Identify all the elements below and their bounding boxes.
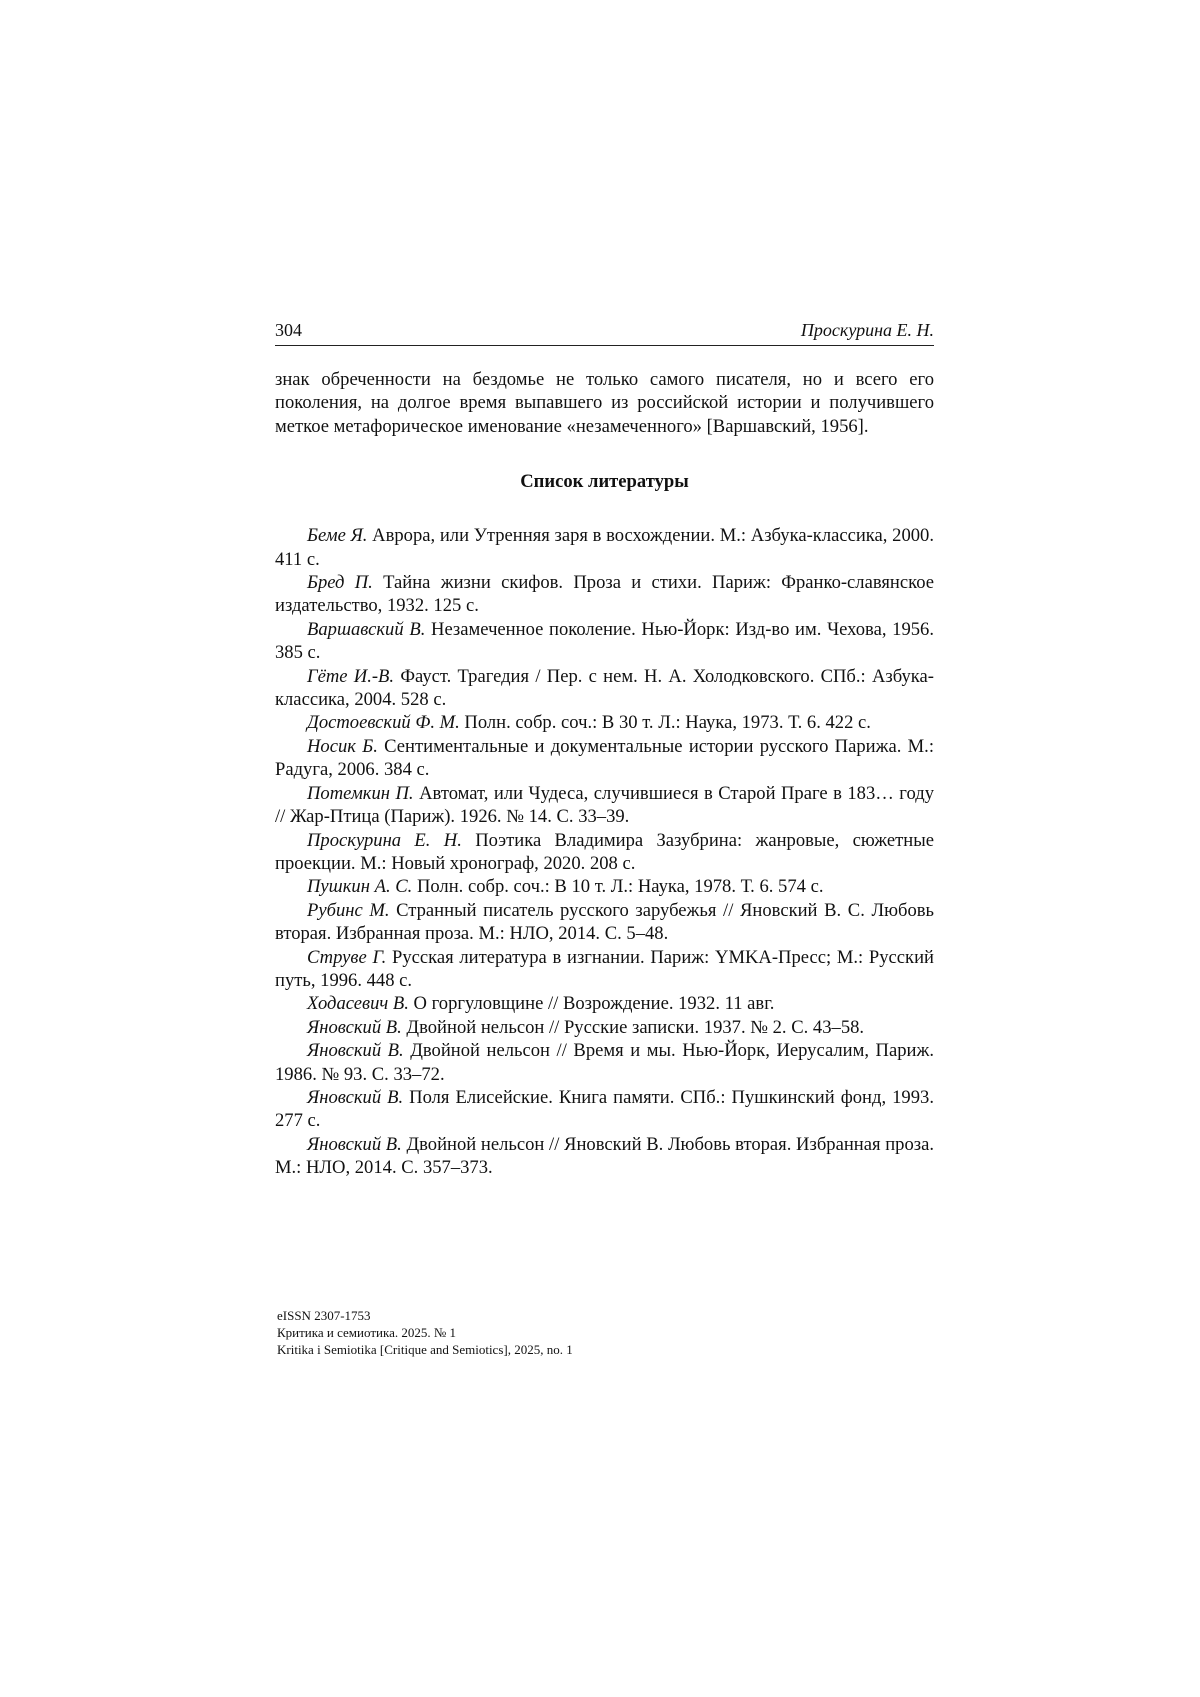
reference-item xyxy=(275,1086,934,1133)
reference-text: Двойной нельсон // Яновский В. Любовь вторая. Избран­ная проза. М.: НЛО, 2014. С. 357–373. xyxy=(275,1134,934,1178)
reference-author: Беме Я. xyxy=(307,525,367,546)
reference-item xyxy=(275,829,934,876)
reference-author: Проскурина Е. Н. xyxy=(307,830,462,851)
reference-author: Варшавский В. xyxy=(307,619,425,640)
footer-issn: eISSN 2307-1753 xyxy=(277,1307,573,1324)
body-paragraph: знак обреченности на бездомье не только самого писателя, но и всего его поколения, на долгое время выпавшего из российской истории и получив­шего меткое метафорическое именование «незамеченного» [Варшавский, 1956]. xyxy=(275,368,934,438)
reference-item xyxy=(275,899,934,946)
reference-text: Двойной нельсон // Русские записки. 1937. № 2. С. 43–58. xyxy=(402,1017,864,1038)
running-author: Проскурина Е. Н. xyxy=(801,318,934,342)
reference-text: Сентиментальные и документальные истории русского Пари­жа. М.: Радуга, 2006. 384 с. xyxy=(275,736,934,780)
reference-text: Полн. собр. соч.: В 10 т. Л.: Наука, 1978. Т. 6. 574 с. xyxy=(412,876,823,897)
reference-text: Фауст. Трагедия / Пер. с нем. Н. А. Холодковского. СПб.: Азбука-классика, 2004. 528 с. xyxy=(275,666,934,710)
reference-item xyxy=(275,1133,934,1180)
page xyxy=(275,318,934,1180)
reference-author: Яновский В. xyxy=(307,1087,403,1108)
reference-author: Яновский В. xyxy=(307,1040,404,1061)
reference-text: Тайна жизни скифов. Проза и стихи. Париж: Франко-славян­ское издательство, 1932. 125 с. xyxy=(275,572,934,616)
reference-author: Струве Г. xyxy=(307,947,386,968)
reference-author: Рубинс М. xyxy=(307,900,390,921)
reference-item xyxy=(275,665,934,712)
reference-text: Аврора, или Утренняя заря в восхождении. М.: Азбука-клас­сика, 2000. 411 с. xyxy=(275,525,934,569)
footer-journal-en: Kritika i Semiotika [Critique and Semiotics], 2025, no. 1 xyxy=(277,1341,573,1358)
reference-item xyxy=(275,571,934,618)
reference-item xyxy=(275,1016,934,1039)
reference-author: Гёте И.-В. xyxy=(307,666,394,687)
reference-text: Полн. собр. соч.: В 30 т. Л.: Наука, 1973. Т. 6. 422 с. xyxy=(460,712,871,733)
references-title: Список литературы xyxy=(275,470,934,494)
reference-item xyxy=(275,782,934,829)
footer-journal-ru: Критика и семиотика. 2025. № 1 xyxy=(277,1324,573,1341)
reference-item xyxy=(275,1039,934,1086)
reference-author: Потемкин П. xyxy=(307,783,414,804)
reference-text: Поля Елисейские. Книга памяти. СПб.: Пушкинский фонд, 1993. 277 с. xyxy=(275,1087,934,1131)
reference-author: Носик Б. xyxy=(307,736,378,757)
reference-item xyxy=(275,524,934,571)
reference-text: Незамеченное поколение. Нью-Йорк: Изд-во им. Чехо­ва, 1956. 385 с. xyxy=(275,619,934,663)
reference-item xyxy=(275,946,934,993)
reference-text: Странный писатель русского зарубежья // Яновский В. С. Любовь вторая. Избранная проза. М.: НЛО, 2014. С. 5–48. xyxy=(275,900,934,944)
reference-author: Бред П. xyxy=(307,572,373,593)
reference-text: Автомат, или Чудеса, случившиеся в Старой Праге в 183… году // Жар-Птица (Париж). 1926. № 14. С. 33–39. xyxy=(275,783,934,827)
reference-text: Двойной нельсон // Время и мы. Нью-Йорк, Иерусалим, Париж. 1986. № 93. С. 33–72. xyxy=(275,1040,934,1084)
reference-text: Поэтика Владимира Зазубрина: жанровые, сюжетные проекции. М.: Новый хронограф, 2020. 208 с. xyxy=(275,830,934,874)
reference-item xyxy=(275,618,934,665)
reference-author: Яновский В. xyxy=(307,1017,402,1038)
running-header xyxy=(275,318,934,346)
reference-author: Ходасевич В. xyxy=(307,993,409,1014)
reference-item xyxy=(275,735,934,782)
reference-text: О горгуловщине // Возрождение. 1932. 11 авг. xyxy=(409,993,774,1014)
journal-footer xyxy=(277,1307,573,1358)
references-list xyxy=(275,524,934,1179)
reference-author: Пушкин А. С. xyxy=(307,876,412,897)
reference-author: Достоевский Ф. М. xyxy=(307,712,460,733)
reference-item xyxy=(275,875,934,898)
reference-item xyxy=(275,711,934,734)
reference-text: Русская литература в изгнании. Париж: YMKA-Пресс; М.: Русский путь, 1996. 448 с. xyxy=(275,947,934,991)
page-number: 304 xyxy=(275,318,302,342)
reference-author: Яновский В. xyxy=(307,1134,402,1155)
reference-item xyxy=(275,992,934,1015)
